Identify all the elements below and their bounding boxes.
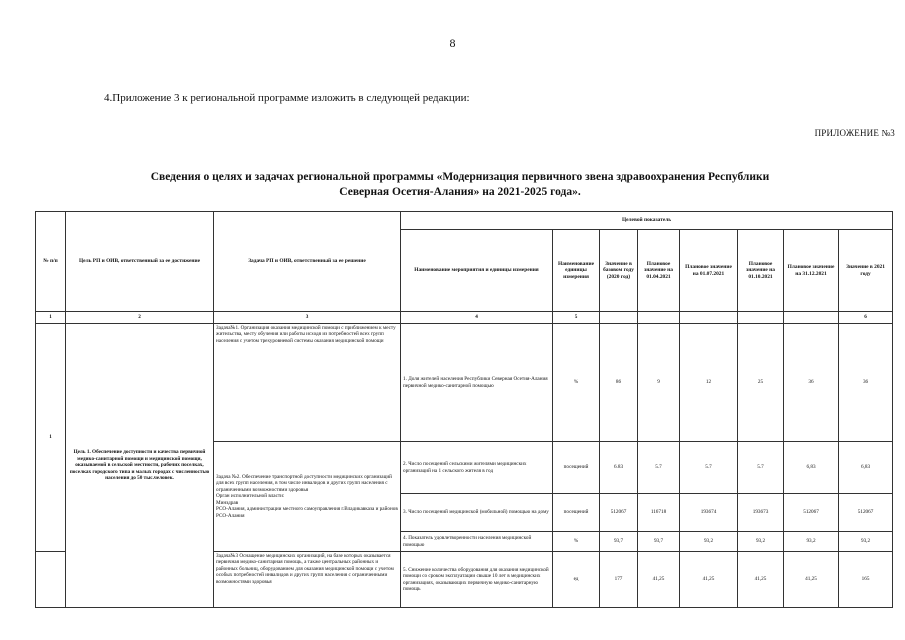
header-num: № п/п [36,212,66,312]
indicator-q2: 5.7 [680,442,738,494]
indicator-unit: посещений [553,494,600,532]
indicator-base: 177 [600,552,638,608]
annex-label: ПРИЛОЖЕНИЕ №3 [814,128,895,138]
header-unit: Наименование единицы измерения [553,230,600,312]
goal-number-cont [36,552,66,608]
header-q2: Плановое значение на 01.07.2021 [680,230,738,312]
indicator-q2: 41,25 [680,552,738,608]
task-text: Задача№3 Оснащение медицинских организаций, на базе которых оказывается первичная медико-санитарная помощь, а также центральных районных и районных больниц, оборудованием для оказания медицинской помощи с учетом особых потребностей инвалидов и других групп населения с ограниченными возможностями здоровья [214,552,401,608]
header-q1: Плановое значение на 01.04.2021 [638,230,680,312]
index-cell: 4 [401,312,553,324]
indicator-q1: 116718 [638,494,680,532]
index-cell-empty [600,312,638,324]
indicator-base: 93,7 [600,532,638,552]
indicator-q2: 93,2 [680,532,738,552]
index-cell-empty [680,312,738,324]
index-cell: 1 [36,312,66,324]
indicator-q4: 93,2 [784,532,839,552]
index-cell-empty [638,312,680,324]
header-goal: Цель РП и ОИВ, ответственный за ее достижение [66,212,214,312]
index-row [36,312,893,324]
indicator-name: 1. Доля жителей населения Республики Северная Осетия-Алания первичной медико-санитарной помощью [401,324,553,442]
indicator-unit: % [553,532,600,552]
indicator-q2: 12 [680,324,738,442]
indicator-q2: 193674 [680,494,738,532]
indicator-q4: 36 [784,324,839,442]
indicator-q1: 5.7 [638,442,680,494]
indicator-name: 5. Снижение количества оборудования для оказания медицинской помощи со сроком эксплуатации свыше 10 лет в медицинских организациях, оказывающих первичную медико-санитарную помощь [401,552,553,608]
header-year: Значение в 2021 году [839,230,893,312]
header-indicator: Наименование мероприятия и единицы измерения [401,230,553,312]
indicator-q1: 9 [638,324,680,442]
goals-table [35,211,893,608]
goal-text: Цель 1. Обеспечение доступности и качества первичной медико-санитарной помощи и медицинской помощи, оказываемой в сельской местности, рабочих поселках, поселках городского типа и малых городах с численностью населения до 50 тыс.человек. [66,324,214,608]
index-cell: 3 [214,312,401,324]
indicator-unit: ед [553,552,600,608]
indicator-year: 36 [839,324,893,442]
header-base: Значение в базовом году (2020 год) [600,230,638,312]
indicator-q1: 93,7 [638,532,680,552]
header-target-group: Целевой показатель [401,212,893,230]
index-cell-empty [784,312,839,324]
document-title: Сведения о целях и задачах региональной программы «Модернизация первичного звена здравоохранения Республики Северная Осетия-Алания» на 2021-2025 года». [150,171,770,198]
indicator-unit: посещений [553,442,600,494]
indicator-name: 4. Показатель удовлетворенности населения медицинской помощью [401,532,553,552]
table-row [36,324,893,442]
indicator-q1: 41,25 [638,552,680,608]
indicator-q3: 93,2 [738,532,784,552]
index-cell: 2 [66,312,214,324]
indicator-year: 165 [839,552,893,608]
header-row-1 [36,212,893,230]
index-cell: 6 [839,312,893,324]
indicator-base: 86 [600,324,638,442]
indicator-year: 6,83 [839,442,893,494]
indicator-base: 6.83 [600,442,638,494]
intro-text: 4.Приложение 3 к региональной программе изложить в следующей редакции: [104,92,470,104]
header-q3: Плановое значение на 01.10.2021 [738,230,784,312]
indicator-q3: 193673 [738,494,784,532]
indicator-unit: % [553,324,600,442]
indicator-q3: 25 [738,324,784,442]
task-text: Задача№1. Организация оказания медицинской помощи с приближением к месту жительства, месту обучения или работы исходя из потребностей всех групп населения с учетом трехуровневой системы оказания медицинской помощи [214,324,401,442]
header-task: Задача РП и ОИВ, ответственный за ее решение [214,212,401,312]
indicator-q4: 512067 [784,494,839,532]
indicator-q4: 41,25 [784,552,839,608]
header-q4: Плановое значение на 31.12.2021 [784,230,839,312]
index-cell: 5 [553,312,600,324]
task-text: Задача №2. Обеспечение транспортной доступности медицинских организаций для всех групп населения, в том числе инвалидов и других групп населения с ограниченными возможностями здоровья Орган исполнительной власти: Минздрав РСО-Алания, администрации местного самоуправления г.Владикавказа и районов РСО-Алания [214,442,401,552]
goal-number: 1 [36,324,66,552]
index-cell-empty [738,312,784,324]
indicator-year: 93,2 [839,532,893,552]
indicator-name: 2. Число посещений сельскими жителями медицинских организаций на 1 сельского жителя в год [401,442,553,494]
indicator-q4: 6,83 [784,442,839,494]
page-number: 8 [449,36,456,50]
indicator-q3: 41,25 [738,552,784,608]
indicator-q3: 5.7 [738,442,784,494]
indicator-base: 512067 [600,494,638,532]
indicator-year: 512067 [839,494,893,532]
indicator-name: 3. Число посещений медицинской (мобильной) помощью на дому [401,494,553,532]
